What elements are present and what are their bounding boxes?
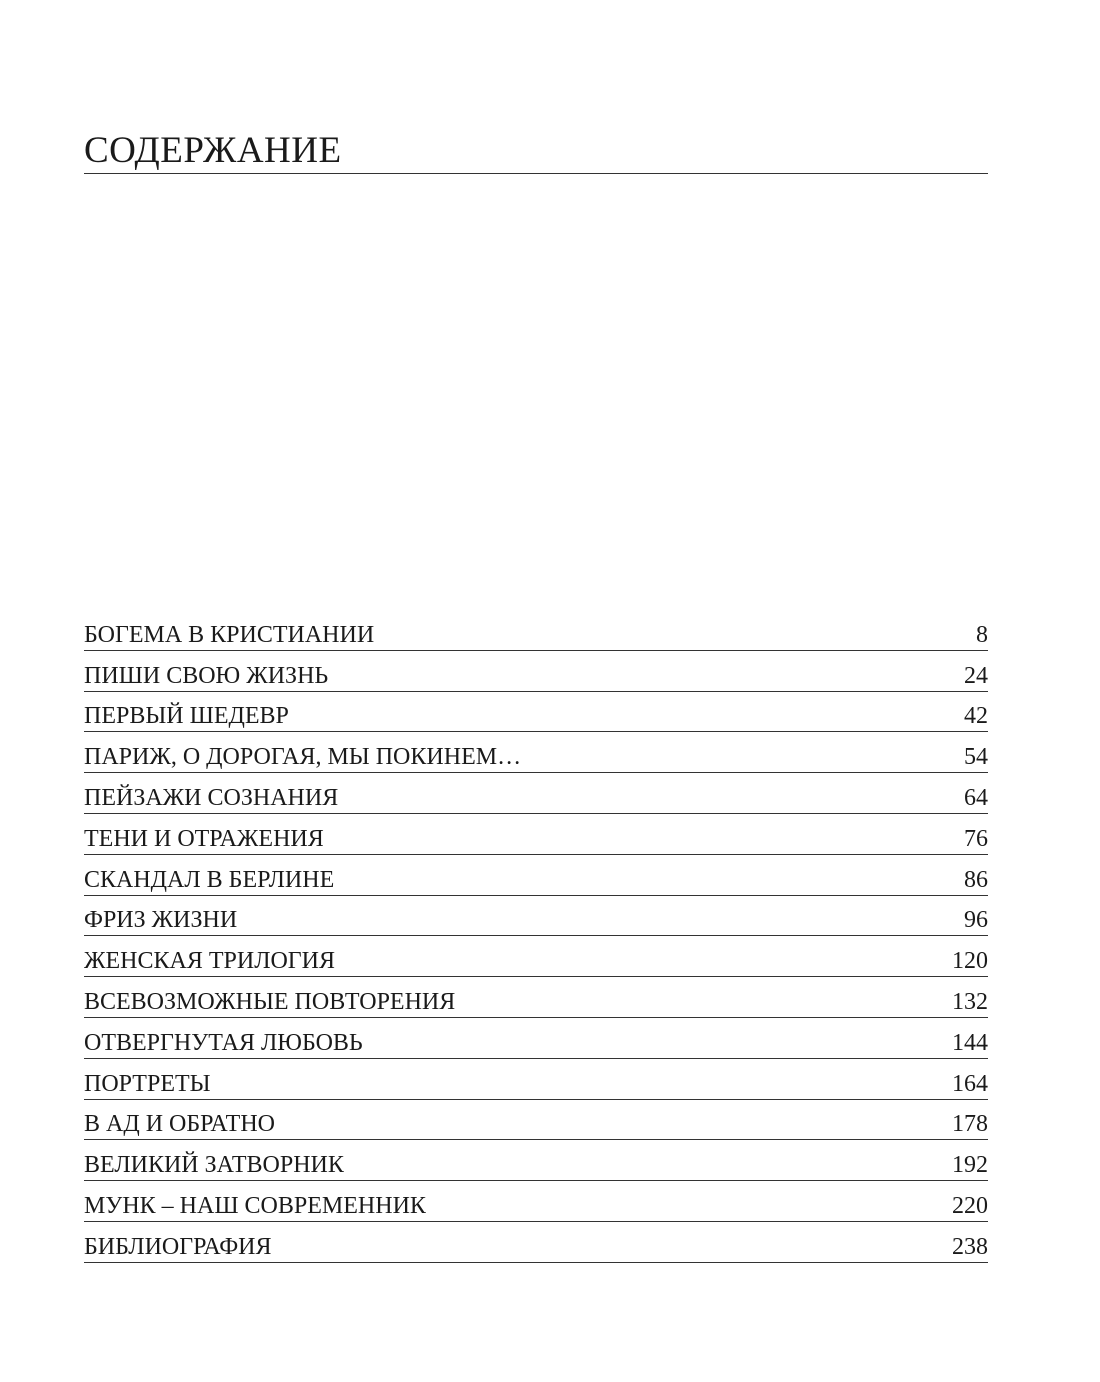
toc-entry-page: 238 (952, 1233, 988, 1260)
toc-entry-page: 64 (964, 784, 988, 811)
toc-entry-title: ФРИЗ ЖИЗНИ (84, 907, 238, 934)
toc-entry[interactable] (84, 1140, 988, 1181)
toc-entry-title: ЖЕНСКАЯ ТРИЛОГИЯ (84, 948, 336, 975)
toc-entry[interactable] (84, 1222, 988, 1263)
toc-entry[interactable] (84, 651, 988, 692)
toc-entry[interactable] (84, 692, 988, 733)
toc-entry-page: 164 (952, 1070, 988, 1097)
toc-entry-title: ВСЕВОЗМОЖНЫЕ ПОВТОРЕНИЯ (84, 988, 456, 1015)
toc-entry[interactable] (84, 814, 988, 855)
toc-entry[interactable] (84, 855, 988, 896)
toc-entry-title: ПОРТРЕТЫ (84, 1070, 211, 1097)
toc-entry-page: 54 (964, 744, 988, 771)
toc-entry-page: 132 (952, 988, 988, 1015)
toc-entry-title: БИБЛИОГРАФИЯ (84, 1233, 272, 1260)
toc-entry[interactable] (84, 1181, 988, 1222)
toc-entry[interactable] (84, 732, 988, 773)
toc-entry-title: СКАНДАЛ В БЕРЛИНЕ (84, 866, 335, 893)
toc-entry-title: ОТВЕРГНУТАЯ ЛЮБОВЬ (84, 1029, 363, 1056)
toc-entry[interactable] (84, 936, 988, 977)
toc-entry-page: 42 (964, 703, 988, 730)
toc-entry-page: 76 (964, 825, 988, 852)
toc-entry-title: МУНК – НАШ СОВРЕМЕННИК (84, 1192, 426, 1219)
toc-entry[interactable] (84, 1100, 988, 1141)
toc-entry[interactable] (84, 610, 988, 651)
toc-entry-title: БОГЕМА В КРИСТИАНИИ (84, 621, 375, 648)
toc-entry-page: 96 (964, 907, 988, 934)
toc-entry-title: ВЕЛИКИЙ ЗАТВОРНИК (84, 1152, 344, 1179)
toc-entry[interactable] (84, 1018, 988, 1059)
toc-entry-title: ПИШИ СВОЮ ЖИЗНЬ (84, 662, 329, 689)
toc-entry[interactable] (84, 773, 988, 814)
toc-entry-title: ПЕРВЫЙ ШЕДЕВР (84, 703, 289, 730)
toc-entry-title: В АД И ОБРАТНО (84, 1111, 275, 1138)
toc-entry-title: ПЕЙЗАЖИ СОЗНАНИЯ (84, 784, 339, 811)
toc-entry[interactable] (84, 896, 988, 937)
toc-entry-page: 192 (952, 1152, 988, 1179)
toc-entry-page: 220 (952, 1192, 988, 1219)
toc-entry-title: ТЕНИ И ОТРАЖЕНИЯ (84, 825, 324, 852)
toc-entry-page: 144 (952, 1029, 988, 1056)
toc-list (84, 610, 988, 1263)
toc-heading (84, 130, 988, 174)
toc-entry[interactable] (84, 1059, 988, 1100)
page-title: СОДЕРЖАНИЕ (84, 130, 342, 171)
toc-entry-title: ПАРИЖ, О ДОРОГАЯ, МЫ ПОКИНЕМ… (84, 744, 522, 771)
toc-entry-page: 178 (952, 1111, 988, 1138)
toc-entry-page: 86 (964, 866, 988, 893)
toc-entry-page: 120 (952, 948, 988, 975)
toc-entry-page: 8 (976, 621, 988, 648)
toc-entry[interactable] (84, 977, 988, 1018)
toc-entry-page: 24 (964, 662, 988, 689)
